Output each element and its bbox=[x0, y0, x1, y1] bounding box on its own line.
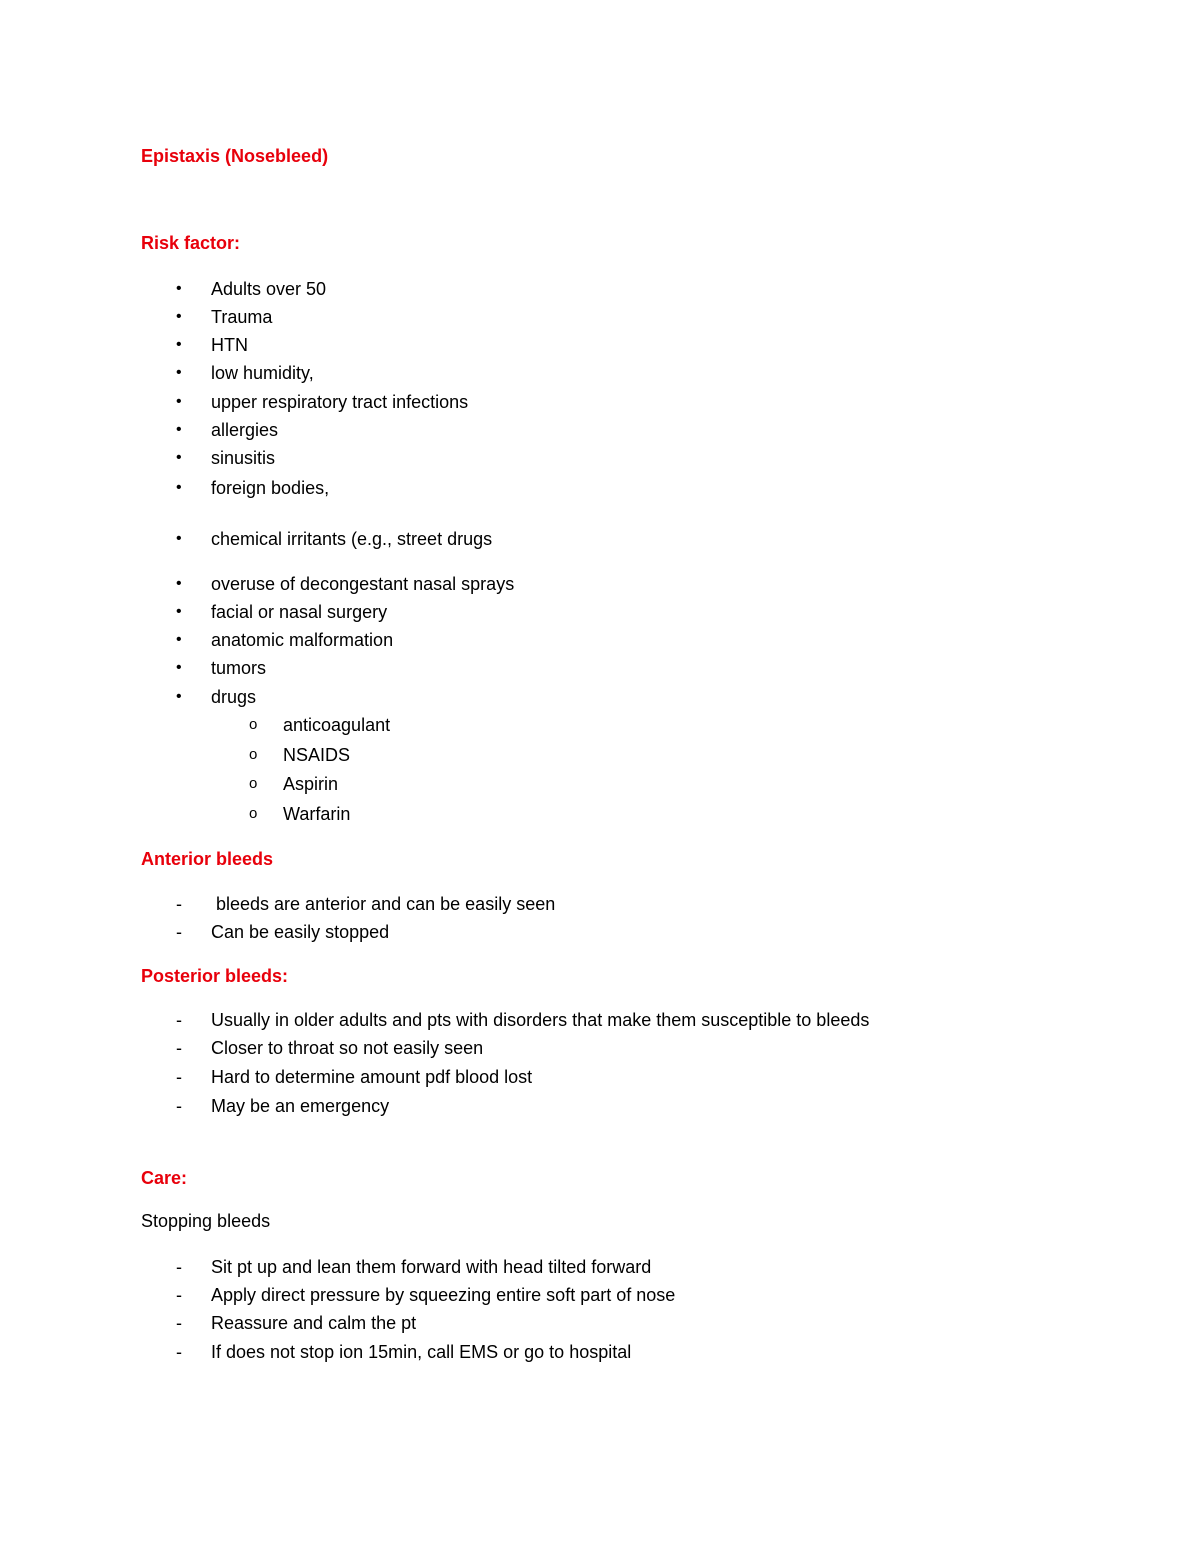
list-item-text: Can be easily stopped bbox=[211, 922, 390, 942]
dash-marker: - bbox=[176, 894, 182, 914]
circle-marker: o bbox=[249, 805, 258, 822]
circle-marker: o bbox=[249, 716, 258, 733]
list-item-text: Closer to throat so not easily seen bbox=[211, 1038, 484, 1058]
risk-factor-heading: Risk factor: bbox=[141, 233, 241, 253]
bullet-marker: • bbox=[176, 449, 182, 466]
document-title: Epistaxis (Nosebleed) bbox=[141, 146, 329, 166]
bullet-marker: • bbox=[176, 688, 182, 705]
bullet-marker: • bbox=[176, 530, 182, 547]
bullet-marker: • bbox=[176, 280, 182, 297]
list-item-text: Adults over 50 bbox=[211, 279, 327, 299]
posterior-bleeds-heading: Posterior bleeds: bbox=[141, 966, 289, 986]
dash-marker: - bbox=[176, 1285, 182, 1305]
list-item-text: HTN bbox=[211, 335, 248, 355]
list-item-text: facial or nasal surgery bbox=[211, 602, 388, 622]
bullet-marker: • bbox=[176, 421, 182, 438]
list-item-text: foreign bodies, bbox=[211, 478, 330, 498]
list-item-text: Apply direct pressure by squeezing entire soft part of nose bbox=[211, 1285, 676, 1305]
bullet-marker: • bbox=[176, 659, 182, 676]
list-item-text: allergies bbox=[211, 420, 279, 440]
list-item-text: anatomic malformation bbox=[211, 630, 394, 650]
list-item-text: low humidity, bbox=[211, 363, 314, 383]
bullet-marker: • bbox=[176, 575, 182, 592]
circle-marker: o bbox=[249, 746, 258, 763]
care-heading: Care: bbox=[141, 1168, 188, 1188]
dash-marker: - bbox=[176, 1067, 182, 1087]
bullet-marker: • bbox=[176, 603, 182, 620]
sub-list-item-text: Aspirin bbox=[283, 774, 339, 794]
bullet-marker: • bbox=[176, 308, 182, 325]
bullet-marker: • bbox=[176, 631, 182, 648]
circle-marker: o bbox=[249, 775, 258, 792]
list-item-text: tumors bbox=[211, 658, 267, 678]
dash-marker: - bbox=[176, 1342, 182, 1362]
care-subheading: Stopping bleeds bbox=[141, 1211, 271, 1231]
sub-list-item-text: anticoagulant bbox=[283, 715, 391, 735]
sub-list-item-text: NSAIDS bbox=[283, 745, 351, 765]
bullet-marker: • bbox=[176, 364, 182, 381]
bullet-marker: • bbox=[176, 479, 182, 496]
list-item-text: sinusitis bbox=[211, 448, 276, 468]
dash-marker: - bbox=[176, 1313, 182, 1333]
list-item-text: Hard to determine amount pdf blood lost bbox=[211, 1067, 533, 1087]
bullet-marker: • bbox=[176, 393, 182, 410]
list-item-text: overuse of decongestant nasal sprays bbox=[211, 574, 515, 594]
dash-marker: - bbox=[176, 922, 182, 942]
dash-marker: - bbox=[176, 1010, 182, 1030]
list-item-text: Reassure and calm the pt bbox=[211, 1313, 417, 1333]
anterior-bleeds-heading: Anterior bleeds bbox=[141, 849, 274, 869]
list-item-text: Usually in older adults and pts with disorders that make them susceptible to bleeds bbox=[211, 1010, 870, 1030]
list-item-text: upper respiratory tract infections bbox=[211, 392, 469, 412]
list-item-text: bleeds are anterior and can be easily seen bbox=[211, 894, 556, 914]
dash-marker: - bbox=[176, 1257, 182, 1277]
list-item-text: chemical irritants (e.g., street drugs bbox=[211, 529, 493, 549]
bullet-marker: • bbox=[176, 336, 182, 353]
sub-list-item-text: Warfarin bbox=[283, 804, 351, 824]
list-item-text: Sit pt up and lean them forward with head tilted forward bbox=[211, 1257, 652, 1277]
list-item-text: drugs bbox=[211, 687, 257, 707]
list-item-text: May be an emergency bbox=[211, 1096, 390, 1116]
dash-marker: - bbox=[176, 1096, 182, 1116]
dash-marker: - bbox=[176, 1038, 182, 1058]
list-item-text: Trauma bbox=[211, 307, 273, 327]
list-item-text: If does not stop ion 15min, call EMS or go to hospital bbox=[211, 1342, 632, 1362]
